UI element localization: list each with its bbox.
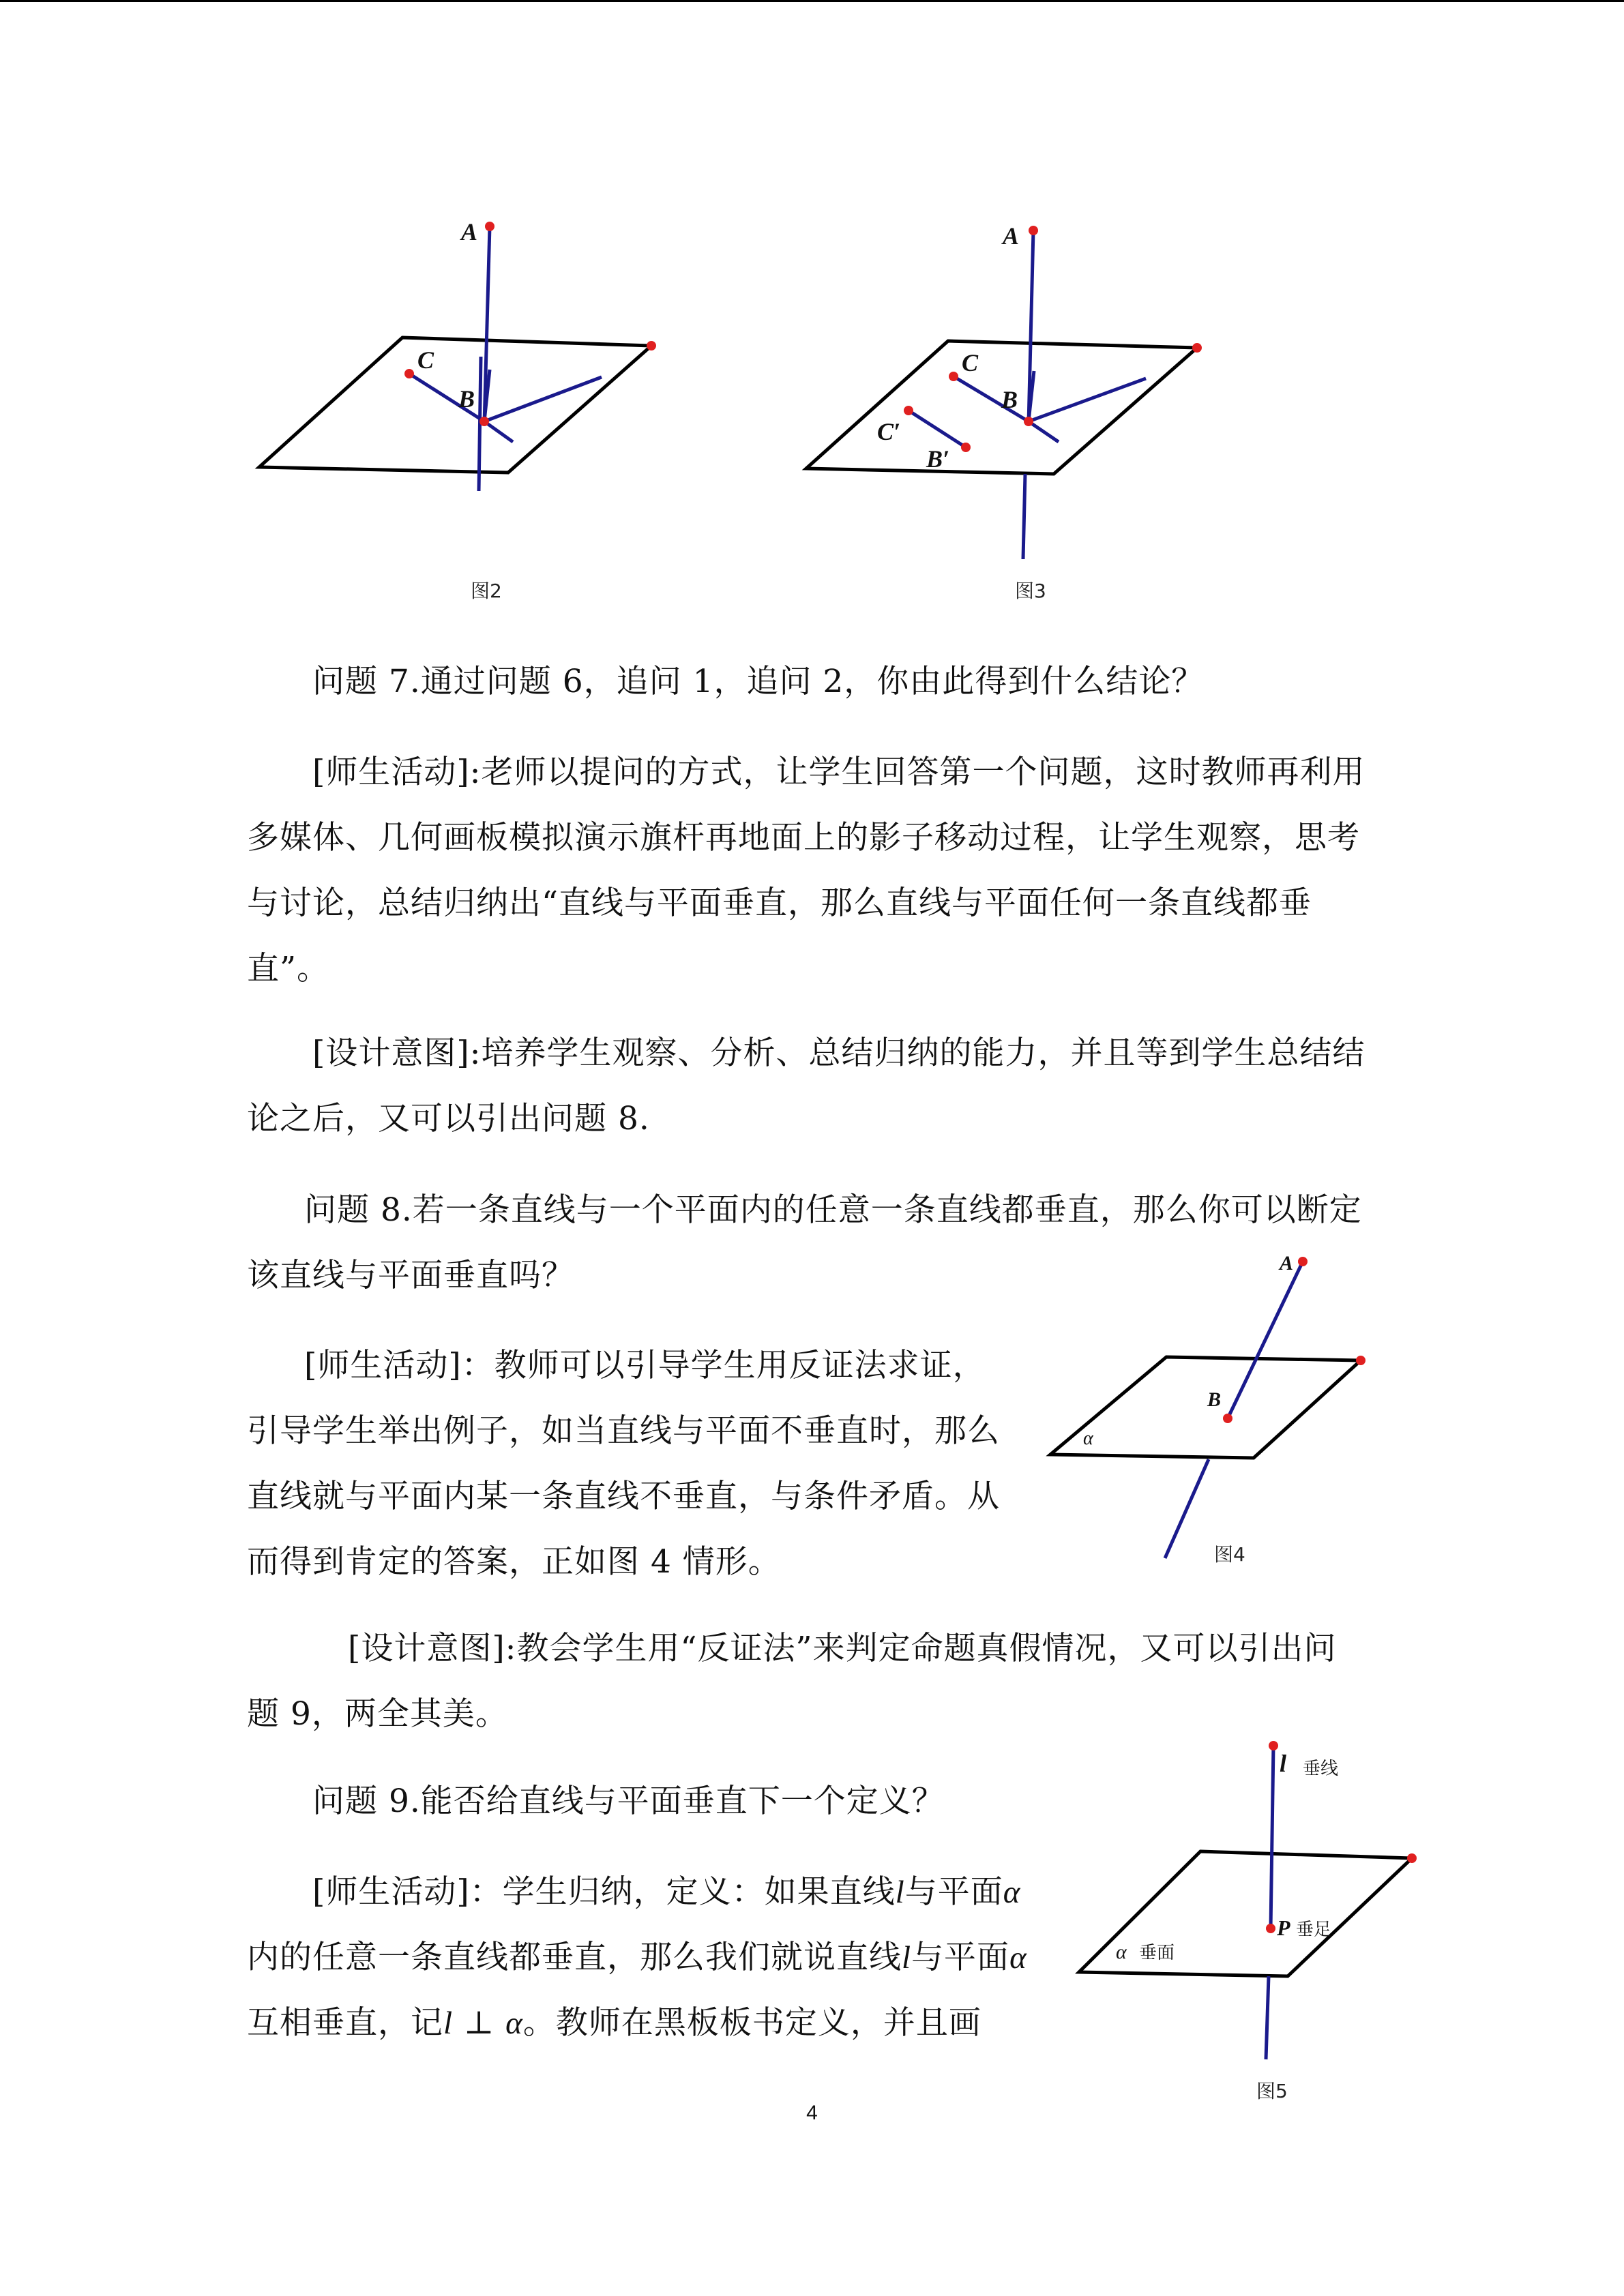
label-foot: 垂足 (1296, 1920, 1332, 1940)
figure-3 (791, 205, 1214, 491)
perp-symbol: ⊥ (453, 2004, 506, 2042)
point-a (1298, 1257, 1308, 1266)
point-p (1266, 1924, 1275, 1933)
point-corner (1356, 1356, 1365, 1365)
point-corner (1407, 1853, 1417, 1863)
figure-2 (246, 205, 668, 491)
label-a: A (1003, 222, 1020, 250)
figure-2-caption: 图2 (471, 580, 502, 602)
line-c2-b2 (909, 411, 966, 447)
figure-3-caption: 图3 (1015, 580, 1046, 602)
label-plane: 垂面 (1139, 1943, 1175, 1963)
var-l: l (895, 1875, 905, 1910)
point-corner (1192, 343, 1202, 353)
figure-5 (1071, 1725, 1439, 2107)
figure-4 (1044, 1248, 1385, 1575)
label-c2: C′ (877, 418, 901, 445)
question-7: 问题 7.通过问题 6，追问 1，追问 2，你由此得到什么结论？ (312, 663, 1205, 700)
plane-alpha (1050, 1357, 1361, 1458)
line-l (1271, 1746, 1273, 1928)
act3-text-4: 与平面 (911, 1939, 1010, 1976)
line-b-right (1029, 378, 1146, 421)
label-b: B (1001, 386, 1018, 413)
point-l (1269, 1741, 1278, 1750)
line-b-lower (484, 421, 513, 442)
line-a-b (1228, 1262, 1303, 1418)
point-b2 (961, 443, 971, 452)
act3-text-1: [师生活动]：学生归纳，定义：如果直线 (312, 1873, 896, 1911)
teacher-student-activity-1: [师生活动]:老师以提问的方式，让学生回答第一个问题，这时教师再利用多媒体、几何画板模拟演示旗杆再地面上的影子移动过程，让学生观察，思考与讨论，总结归纳出“直线与平面垂直，那么直线与平面任何一条直线都垂直”。 (247, 754, 1365, 987)
figure-5-caption: 图5 (1256, 2080, 1288, 2102)
question-8: 问题 8.若一条直线与一个平面内的任意一条直线都垂直，那么你可以断定该直线与平面垂直吗？ (247, 1191, 1362, 1294)
line-below-plane (1165, 1459, 1209, 1558)
label-c: C (962, 349, 979, 376)
label-alpha: α (1116, 1941, 1127, 1963)
label-p: P (1277, 1915, 1290, 1940)
act3-text-2: 与平面 (904, 1873, 1003, 1911)
label-b: B (458, 385, 475, 413)
act3-text-3: 内的任意一条直线都垂直，那么我们就说直线 (247, 1939, 902, 1976)
point-c (949, 372, 958, 381)
figure-4-caption: 图4 (1214, 1543, 1245, 1566)
line-b-right (484, 377, 602, 421)
teacher-student-activity-3 (247, 1860, 1045, 2056)
point-b (1024, 417, 1033, 426)
var-l: l (902, 1940, 912, 1976)
design-intent-2: [设计意图]:教会学生用“反证法”来判定命题真假情况，又可以引出问题 9，两全其美。 (247, 1630, 1337, 1733)
point-b (479, 417, 489, 426)
point-b (1223, 1414, 1232, 1423)
teacher-student-activity-2: [师生活动]：教师可以引导学生用反证法求证，引导学生举出例子，如当直线与平面不垂直时，那么直线就与平面内某一条直线不垂直，与条件矛盾。从而得到肯定的答案，正如图 4 情形。 (247, 1347, 1000, 1581)
line-b-lower (1029, 421, 1059, 442)
line-below-plane (1266, 1976, 1269, 2059)
var-alpha: α (505, 2006, 523, 2041)
label-a: A (461, 218, 478, 245)
point-c (404, 369, 414, 378)
design-intent-1: [设计意图]:培养学生观察、分析、总结归纳的能力，并且等到学生总结结论之后，又可以引出问题 8. (247, 1034, 1365, 1137)
question-9: 问题 9.能否给直线与平面垂直下一个定义？ (312, 1783, 945, 1820)
line-below-plane (1023, 474, 1025, 559)
point-a (485, 222, 494, 231)
act3-text-6: 。教师在黑板板书定义，并且画 (522, 2004, 981, 2042)
page-top-border (0, 0, 1624, 2)
label-l: l (1280, 1750, 1287, 1777)
label-alpha: α (1083, 1428, 1093, 1449)
point-corner (647, 341, 656, 351)
page-number: 4 (806, 2102, 818, 2124)
var-l: l (443, 2006, 454, 2041)
label-c: C (417, 346, 434, 374)
plane-perpendicular (1079, 1851, 1412, 1976)
label-b: B (1207, 1388, 1222, 1411)
point-a (1029, 226, 1038, 235)
act3-text-5: 互相垂直，记 (247, 2004, 443, 2042)
label-a: A (1280, 1252, 1294, 1274)
label-b2: B′ (926, 445, 950, 473)
var-alpha: α (1003, 1875, 1021, 1910)
label-perpendicular-line: 垂线 (1303, 1759, 1339, 1779)
var-alpha: α (1009, 1940, 1027, 1976)
plane-parallelogram (259, 338, 651, 473)
point-c2 (904, 406, 913, 415)
